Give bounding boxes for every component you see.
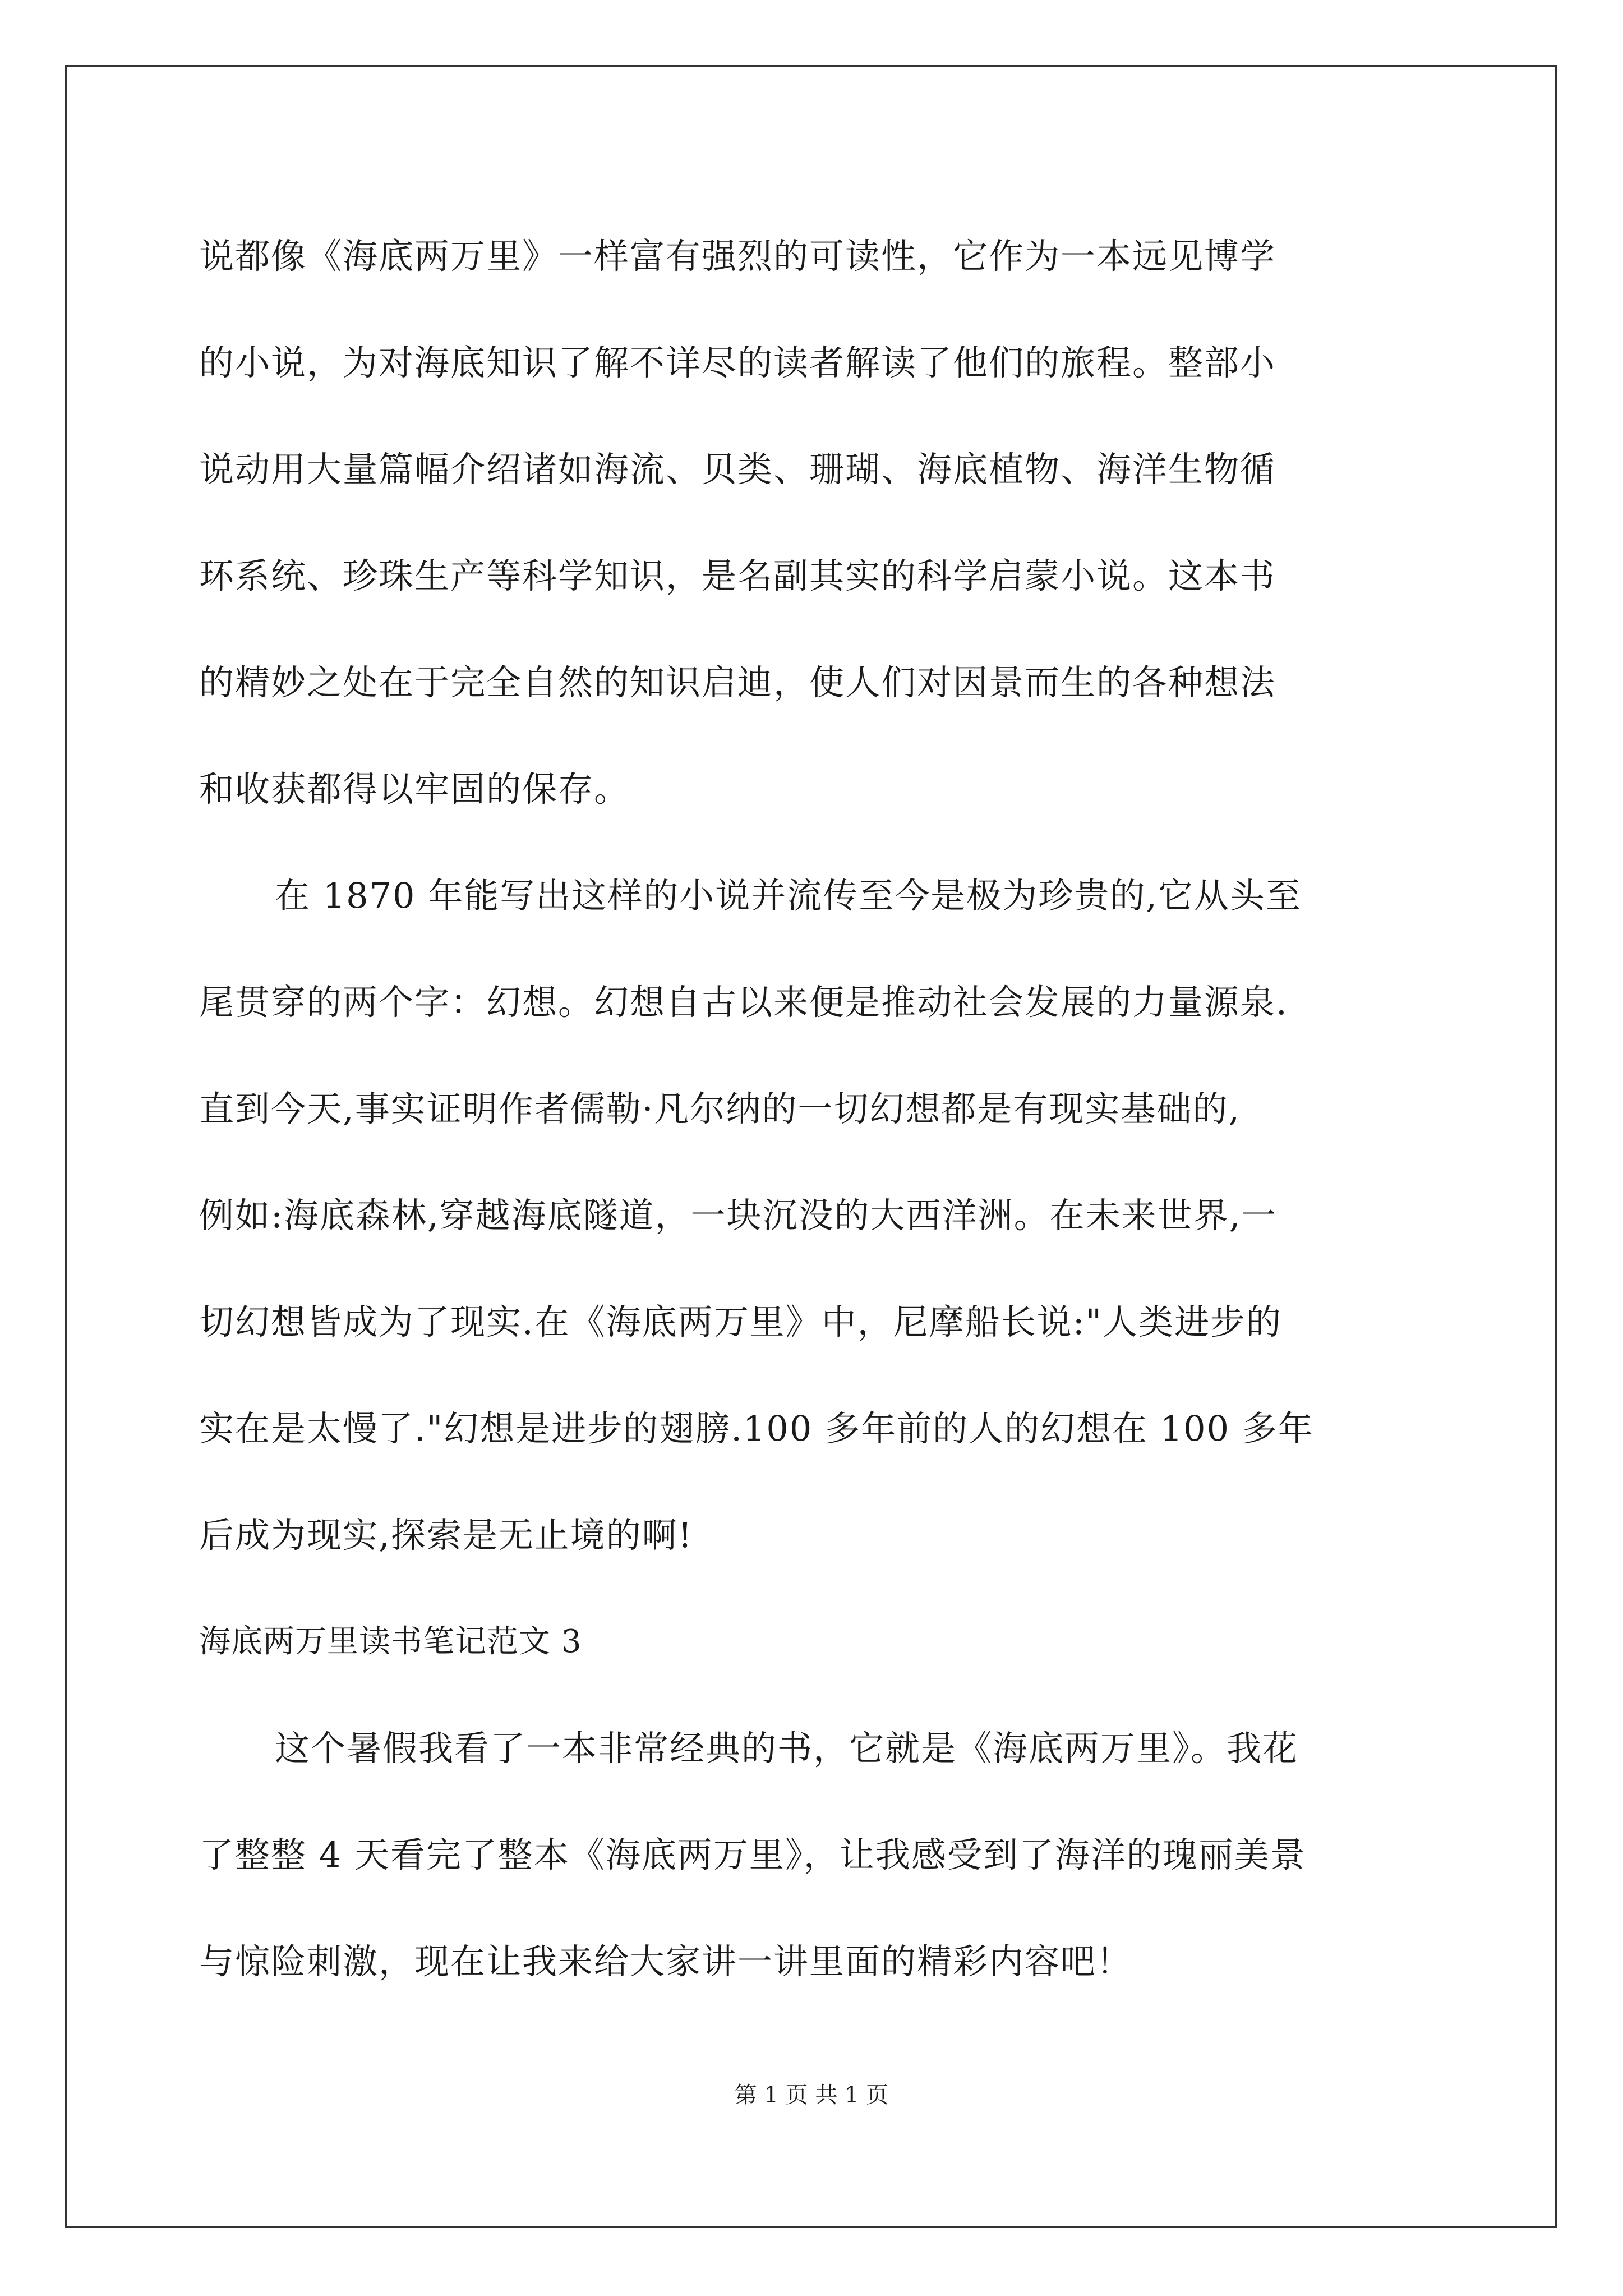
text-line: 说都像《海底两万里》一样富有强烈的可读性，它作为一本远见博学 xyxy=(199,236,1276,277)
text-line: 后成为现实,探索是无止境的啊! xyxy=(199,1515,693,1556)
document-body xyxy=(199,203,1438,2015)
text-line: 和收获都得以牢固的保存。 xyxy=(199,769,630,809)
text-line: 实在是太慢了."幻想是进步的翅膀.100 多年前的人的幻想在 100 多年 xyxy=(199,1408,1314,1449)
text-line: 尾贯穿的两个字：幻想。幻想自古以来便是推动社会发展的力量源泉. xyxy=(199,982,1288,1023)
text-line: 了整整 4 天看完了整本《海底两万里》，让我感受到了海洋的瑰丽美景 xyxy=(199,1834,1306,1875)
paragraph-1 xyxy=(199,203,1438,843)
page-number-footer: 第 1 页 共 1 页 xyxy=(734,2082,889,2108)
text-line: 直到今天,事实证明作者儒勒·凡尔纳的一切幻想都是有现实基础的, xyxy=(199,1088,1241,1129)
paragraph-3 xyxy=(199,1695,1438,2015)
text-line: 的小说，为对海底知识了解不详尽的读者解读了他们的旅程。整部小 xyxy=(199,342,1276,383)
text-line: 在 1870 年能写出这样的小说并流传至今是极为珍贵的,它从头至 xyxy=(275,875,1302,916)
text-line: 的精妙之处在于完全自然的知识启迪，使人们对因景而生的各种想法 xyxy=(199,662,1276,703)
text-line: 例如:海底森林,穿越海底隧道，一块沉没的大西洋洲。在未来世界,一 xyxy=(199,1195,1278,1236)
paragraph-2 xyxy=(199,843,1438,1589)
text-line: 环系统、珍珠生产等科学知识，是名副其实的科学启蒙小说。这本书 xyxy=(199,555,1276,596)
text-line: 与惊险刺激，现在让我来给大家讲一讲里面的精彩内容吧！ xyxy=(199,1941,1133,1982)
text-line: 说动用大量篇幅介绍诸如海流、贝类、珊瑚、海底植物、海洋生物循 xyxy=(199,449,1276,490)
text-line: 切幻想皆成为了现实.在《海底两万里》中，尼摩船长说:"人类进步的 xyxy=(199,1301,1283,1342)
section-heading: 海底两万里读书笔记范文 3 xyxy=(199,1623,582,1660)
text-line: 这个暑假我看了一本非常经典的书，它就是《海底两万里》。我花 xyxy=(275,1728,1299,1769)
